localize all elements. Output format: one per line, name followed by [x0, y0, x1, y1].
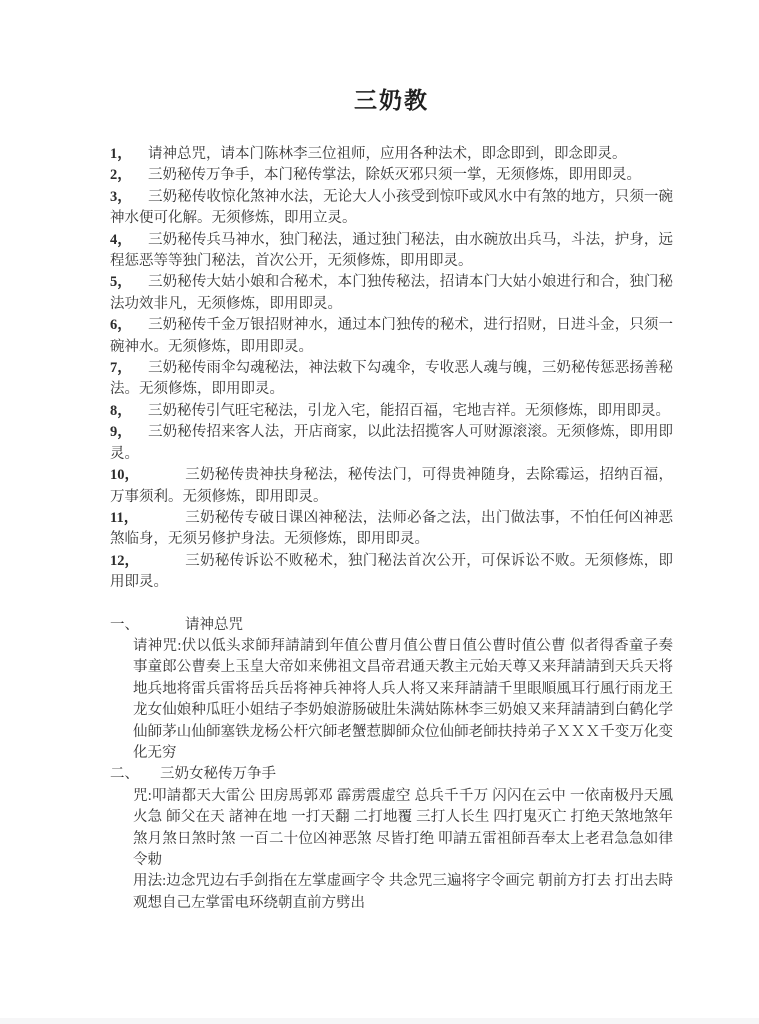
item-text: 三奶秘传引气旺宅秘法，引龙入宅，能招百福，宅地吉祥。无须修炼，即用即灵。	[148, 402, 670, 419]
usage-paragraph: 用法:边念咒边右手剑指在左掌虚画字令 共念咒三遍将字令画完 朝前方打去 打出去時观想自己左掌雷电环绕朝直前方劈出	[133, 873, 673, 911]
item-number: 4，	[110, 231, 132, 248]
item-number: 8，	[110, 402, 132, 419]
item-number: 9，	[110, 424, 132, 441]
list-item	[110, 551, 673, 594]
list-item	[110, 165, 673, 186]
list-item	[110, 272, 673, 315]
list-item	[110, 401, 673, 422]
item-text: 三奶秘传招来客人法，开店商家，以此法招揽客人可财源滚滚。无须修炼，即用即灵。	[110, 424, 673, 462]
page-title: 三奶教	[354, 88, 429, 113]
item-text: 请神总咒，请本门陈林李三位祖师，应用各种法术，即念即到，即念即灵。	[148, 146, 627, 162]
chant-paragraph: 咒:叩請都天大雷公 田房馬郭邓 霹雳震虚空 总兵千千万 闪闪在云中 一依南极丹天風火急 師父在天 諸神在地 一打天翻 二打地覆 三打人长生 四打鬼灭亡 打绝天煞地煞年煞月煞日煞时煞 一百二十位凶神恶煞 尽皆打绝 叩請五雷祖師吾奉太上老君急急如律令勅	[133, 787, 673, 868]
item-text: 三奶秘传万争手，本门秘传掌法，除妖灭邪只须一掌，无须修炼，即用即灵。	[148, 167, 641, 184]
section-wanzhengshou	[110, 764, 673, 914]
list-item	[110, 465, 673, 508]
list-item	[110, 422, 673, 465]
list-item	[110, 230, 673, 273]
list-item	[110, 315, 673, 358]
section-title: 请神总咒	[185, 616, 243, 633]
item-number: 3，	[110, 188, 132, 205]
item-number: 11，	[110, 509, 139, 526]
item-number: 10，	[110, 467, 139, 484]
section-invoke-gods	[110, 615, 673, 765]
section-title: 三奶女秘传万争手	[160, 766, 276, 783]
numbered-list	[110, 144, 673, 594]
item-number: 12，	[110, 552, 139, 569]
section-heading	[110, 764, 673, 785]
list-item	[110, 187, 673, 230]
list-item	[110, 358, 673, 401]
section-heading	[110, 615, 673, 636]
item-text: 三奶秘传大姑小娘和合秘术，本门独传秘法，招请本门大姑小娘进行和合，独门秘法功效非凡，无须修炼，即用即灵。	[110, 274, 673, 312]
item-text: 三奶秘传雨伞勾魂秘法，神法敕下勾魂伞，专收恶人魂与魄，三奶秘传惩恶扬善秘法。无须修炼，即用即灵。	[110, 360, 673, 398]
item-text: 三奶秘传诉讼不败秘术，独门秘法首次公开，可保诉讼不败。无须修炼，即用即灵。	[110, 552, 673, 591]
item-number: 1，	[110, 146, 132, 162]
item-text: 三奶秘传专破日课凶神秘法，法师必备之法，出门做法事，不怕任何凶神恶煞临身，无须另修护身法。无须修炼，即用即灵。	[110, 509, 673, 548]
section-marker: 二、	[110, 766, 139, 783]
page-bottom-edge	[0, 1018, 759, 1024]
chant-paragraph: 请神咒:伏以低头求師拜請請到年值公曹月值公曹日值公曹时值公曹 似者得香童子奏事童郎公曹奏上玉皇大帝如来佛祖文昌帝君通天教主元始天尊又来拜請請到天兵天将地兵地将雷兵雷将岳兵岳将神兵神将人兵人将又来拜請請千里眼順風耳行風行雨龙王龙女仙娘种瓜旺小姐结子李奶娘游肠破肚朱满姑陈林李三奶娘又来拜請請到白鹤化学仙師茅山仙師塞铁龙杨公杆穴師老蟹惹脚師众位仙師老師扶持弟子ＸＸＸ千变万化变化无穷	[133, 637, 673, 761]
item-text: 三奶秘传兵马神水，独门秘法，通过独门秘法，由水碗放出兵马，斗法，护身，远程惩恶等等独门秘法，首次公开，无须修炼，即用即灵。	[110, 231, 673, 270]
item-number: 6，	[110, 317, 132, 334]
item-number: 7，	[110, 360, 132, 377]
item-text: 三奶秘传贵神扶身秘法，秘传法门，可得贵神随身，去除霉运，招纳百福，万事须利。无须修炼，即用即灵。	[110, 467, 673, 505]
item-number: 5，	[110, 274, 132, 291]
section-marker: 一、	[110, 616, 139, 633]
item-text: 三奶秘传千金万银招财神水，通过本门独传的秘术，进行招财，日进斗金，只须一碗神水。无须修炼，即用即灵。	[110, 317, 673, 355]
list-item	[110, 508, 673, 551]
item-text: 三奶秘传收惊化煞神水法，无论大人小孩受到惊吓或风水中有煞的地方，只须一碗神水便可化解。无须修炼，即用立灵。	[110, 188, 673, 227]
list-item	[110, 144, 673, 165]
item-number: 2，	[110, 167, 132, 184]
